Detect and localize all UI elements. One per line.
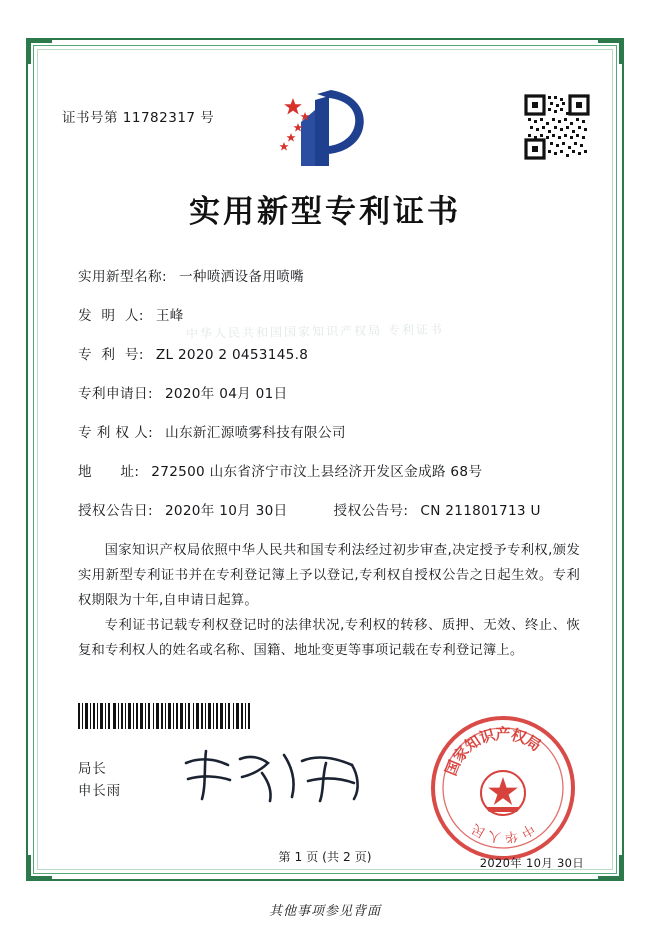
svg-text:家: 家 [449,742,473,766]
header-row [56,70,594,180]
field-value: 王峰 [155,308,184,324]
field-value-grant-publication-number: CN 211801713 U [420,503,541,519]
field-value: 2020年 04月 01日 [164,386,288,402]
field-value-grant-date: 2020年 10月 30日 [164,503,288,519]
footnote: 其他事项参见背面 [268,904,381,919]
field-row-grant [78,499,594,519]
svg-text:识: 识 [477,725,498,748]
field-label-grant-date: 授权公告日: [78,503,153,519]
field-label: 地 址: [78,464,140,480]
certificate-content [56,70,594,870]
svg-text:产: 产 [495,725,511,743]
watermark-text: 中华人民共和国国家知识产权局 专利证书 [185,322,444,341]
svg-text:华: 华 [503,827,520,845]
field-row-application-date [78,382,594,402]
legal-text [56,538,594,663]
svg-text:人: 人 [486,827,503,845]
page-title: 实用新型专利证书 [189,194,461,230]
svg-text:知: 知 [461,731,485,755]
handwritten-signature [176,745,376,807]
svg-text:中: 中 [517,820,537,840]
legal-paragraph-2: 专利证书记载专利权登记时的法律状况,专利权的转移、质押、无效、终止、恢复和专利权人的姓名或名称、国籍、地址变更等事项记载在专利登记簿上。 [78,618,580,658]
cnipa-logo-icon [271,86,379,170]
seal-date: 2020年 10月 30日 [479,856,584,870]
field-label: 专 利 权 人: [78,425,154,441]
corner-ornament-bottom-right [598,855,624,881]
field-label: 专利申请日: [78,386,153,402]
official-seal [428,713,578,863]
qr-code [524,94,590,160]
field-label: 专 利 号: [78,347,144,363]
director-label: 局长 [78,762,107,777]
field-row-address [78,460,594,480]
corner-ornament-top-left [26,38,52,64]
svg-text:国: 国 [441,757,465,779]
field-row-name [78,265,594,285]
director-block [78,759,121,803]
certificate-number: 证书号第 11782317 号 [62,110,215,126]
corner-ornament-top-right [598,38,624,64]
field-value: 一种喷洒设备用喷嘴 [178,269,304,285]
legal-paragraph-1: 国家知识产权局依照中华人民共和国专利法经过初步审查,决定授予专利权,颁发实用新型专利证书并在专利登记簿上予以登记,专利权自授权公告之日起生效。专利权期限为十年,自申请日起算。 [78,543,580,608]
director-name: 申长雨 [78,784,122,799]
barcode [78,703,250,729]
field-list [56,265,594,519]
field-row-patent-number [78,343,594,363]
field-value: 272500 山东省济宁市汶上县经济开发区金成路 68号 [151,464,483,480]
svg-text:权: 权 [508,725,529,748]
field-row-patentee [78,421,594,441]
signature-area [56,703,594,870]
corner-ornament-bottom-left [26,855,52,881]
svg-text:局: 局 [521,731,545,755]
field-row-inventor [78,304,594,324]
field-value: 山东新汇源喷雾科技有限公司 [165,425,346,441]
svg-text:民: 民 [469,820,489,840]
field-label: 实用新型名称: [78,269,167,285]
page-indicator: 第 1 页 (共 2 页) [278,850,372,864]
field-label: 发 明 人: [78,308,144,324]
field-value: ZL 2020 2 0453145.8 [155,347,309,363]
field-label-grant-publication-number: 授权公告号: [333,503,409,519]
